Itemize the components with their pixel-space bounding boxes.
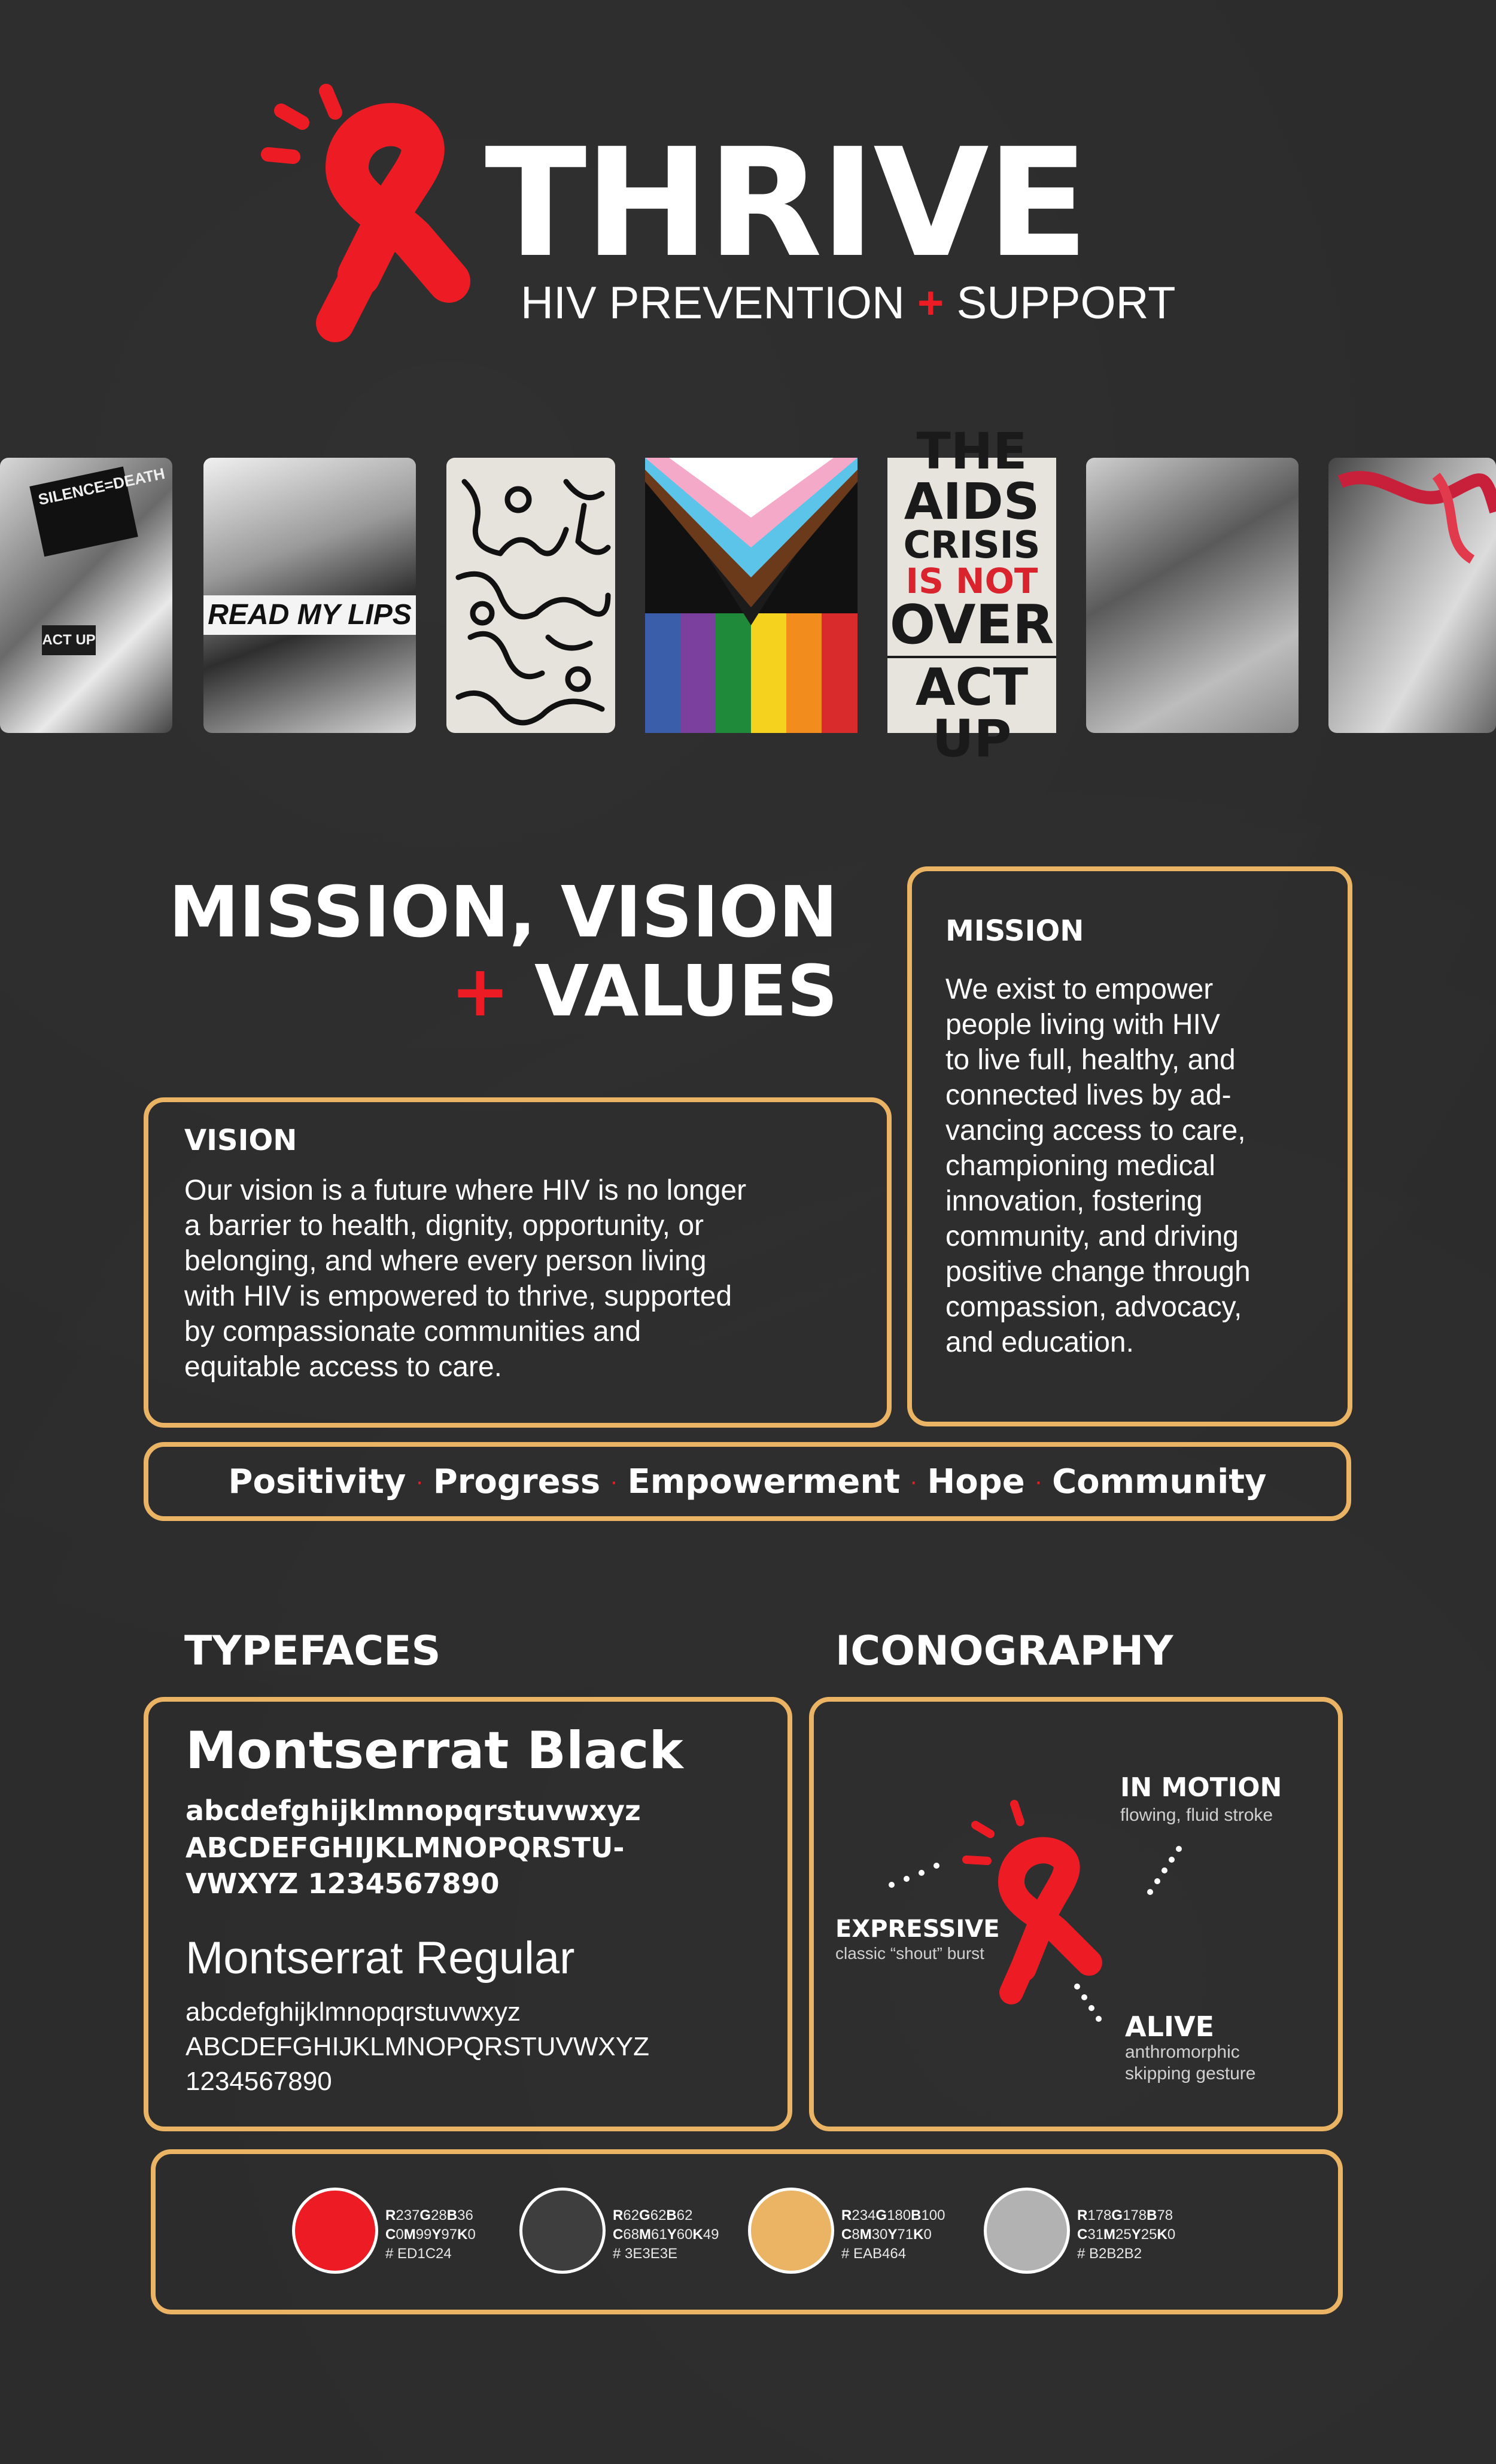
black-uppercase-sample-2: VWXYZ 1234567890: [186, 1867, 500, 1900]
keith-haring-figures-art: [446, 458, 615, 733]
mission-line: We exist to empower: [945, 974, 1214, 1005]
logo-tagline: [521, 276, 1215, 330]
value-item: Positivity: [228, 1462, 406, 1501]
value-separator: ·: [1034, 1468, 1043, 1495]
value-item: Empowerment: [627, 1462, 901, 1501]
red-ribbon-burst-icon: [257, 84, 509, 347]
color-spec: [841, 2206, 945, 2264]
vision-line: equitable access to care.: [184, 1351, 502, 1383]
mission-line: community, and driving: [945, 1221, 1239, 1252]
mission-text: [945, 972, 1251, 1360]
poster-line: AIDS: [904, 472, 1040, 531]
color-spec-line: [841, 2206, 945, 2225]
color-channel-key: M: [403, 2226, 416, 2243]
color-channel-key: C: [613, 2226, 624, 2243]
mission-line: compassion, advocacy,: [945, 1291, 1242, 1323]
value-item: Progress: [433, 1462, 601, 1501]
color-channel-key: G: [1111, 2207, 1123, 2223]
color-channel-key: K: [913, 2226, 924, 2243]
typefaces-title: TYPEFACES: [184, 1628, 441, 1675]
mission-line: connected lives by ad-: [945, 1079, 1232, 1111]
mission-line: innovation, fostering: [945, 1185, 1203, 1217]
color-channel-key: K: [457, 2226, 468, 2243]
regular-digits-sample: 1234567890: [186, 2067, 332, 2096]
color-channel-key: R: [841, 2207, 852, 2223]
color-channel-key: M: [1103, 2226, 1116, 2243]
regular-uppercase-sample: ABCDEFGHIJKLMNOPQRSTUVWXYZ: [186, 2032, 649, 2061]
color-spec-line: [385, 2206, 476, 2225]
in-motion-desc: flowing, fluid stroke: [1120, 1805, 1273, 1825]
value-separator: ·: [610, 1468, 618, 1495]
color-channel-value: 178: [1087, 2207, 1112, 2223]
color-channel-value: 68: [623, 2226, 640, 2243]
color-channel-value: 71: [897, 2226, 914, 2243]
value-item: Hope: [927, 1462, 1025, 1501]
color-spec: [385, 2206, 476, 2264]
in-motion-label: IN MOTION: [1120, 1772, 1282, 1803]
value-separator: ·: [910, 1468, 918, 1495]
read-my-lips-photo: [203, 458, 416, 733]
vision-card: [144, 1097, 892, 1428]
mvv-title-plus: +: [451, 950, 510, 1032]
color-channel-key: C: [841, 2226, 852, 2243]
progress-pride-flag: [645, 458, 858, 733]
color-channel-value: 178: [1123, 2207, 1147, 2223]
color-channel-key: G: [639, 2207, 650, 2223]
mission-heading: MISSION: [945, 914, 1084, 948]
aids-crisis-poster: [887, 422, 1056, 769]
color-channel-value: 61: [651, 2226, 667, 2243]
tagline-text-2: SUPPORT: [956, 278, 1176, 328]
mission-card: [907, 866, 1352, 1426]
color-channel-key: G: [875, 2207, 887, 2223]
color-channel-value: 62: [623, 2207, 640, 2223]
protest-photo: [0, 458, 172, 733]
alive-label: ALIVE: [1125, 2010, 1215, 2043]
color-channel-value: 234: [852, 2207, 876, 2223]
black-uppercase-sample: ABCDEFGHIJKLMNOPQRSTU-: [186, 1832, 625, 1864]
color-swatch: [292, 2188, 378, 2274]
black-lowercase-sample: abcdefghijklmnopqrstuvwxyz: [186, 1794, 641, 1827]
color-channel-key: M: [639, 2226, 652, 2243]
color-channel-key: Y: [667, 2226, 677, 2243]
color-swatch: [748, 2188, 834, 2274]
color-channel-key: R: [385, 2207, 396, 2223]
color-channel-key: K: [1157, 2226, 1167, 2243]
color-channel-value: 97: [441, 2226, 458, 2243]
color-channel-key: B: [1147, 2207, 1157, 2223]
mission-line: vancing access to care,: [945, 1115, 1246, 1146]
color-hex: # EAB464: [841, 2246, 907, 2262]
color-channel-value: 237: [396, 2207, 420, 2223]
mission-line: and education.: [945, 1327, 1134, 1358]
color-spec: [1077, 2206, 1175, 2264]
color-channel-value: 78: [1157, 2207, 1173, 2223]
tagline-text: HIV PREVENTION: [521, 278, 905, 328]
color-spec-line: [1077, 2225, 1175, 2244]
values-bar: [144, 1442, 1351, 1521]
color-hex: # ED1C24: [385, 2246, 452, 2262]
color-spec-line: [613, 2225, 719, 2244]
value-separator: ·: [415, 1468, 424, 1495]
mission-line: positive change through: [945, 1256, 1251, 1288]
color-channel-value: 28: [431, 2207, 447, 2223]
vision-line: by compassionate communities and: [184, 1316, 641, 1347]
alive-desc-2: skipping gesture: [1125, 2064, 1256, 2083]
poster-line: OVER: [889, 594, 1054, 656]
montserrat-regular-name: Montserrat Regular: [186, 1933, 575, 1984]
color-channel-value: 180: [887, 2207, 911, 2223]
poster-line: THE: [916, 422, 1027, 480]
color-channel-key: C: [385, 2226, 396, 2243]
silence-death-sign: SILENCE=DEATH: [29, 467, 138, 557]
mission-line: championing medical: [945, 1150, 1215, 1182]
color-channel-key: Y: [887, 2226, 898, 2243]
color-channel-value: 62: [650, 2207, 667, 2223]
activist-portrait-photo: [1086, 458, 1299, 733]
color-channel-value: 25: [1115, 2226, 1132, 2243]
mvv-title-line2: VALUES: [534, 950, 838, 1032]
color-swatch: [984, 2188, 1070, 2274]
color-spec: [613, 2206, 719, 2264]
logo-wordmark: THRIVE: [485, 116, 1087, 290]
value-item: Community: [1052, 1462, 1267, 1501]
color-channel-value: 8: [852, 2226, 860, 2243]
color-channel-value: 49: [703, 2226, 719, 2243]
expressive-label: EXPRESSIVE: [835, 1915, 1000, 1943]
mission-line: to live full, healthy, and: [945, 1044, 1236, 1076]
color-channel-key: B: [446, 2207, 458, 2223]
iconography-title: ICONOGRAPHY: [835, 1628, 1173, 1675]
color-channel-value: 0: [396, 2226, 404, 2243]
vision-text: [184, 1173, 746, 1385]
act-up-sign: ACT UP: [42, 625, 96, 655]
poster-line: IS NOT: [905, 561, 1038, 601]
color-spec-line: [841, 2225, 945, 2244]
color-channel-value: 62: [676, 2207, 693, 2223]
alive-desc: anthromorphic: [1125, 2042, 1240, 2062]
color-channel-value: 30: [871, 2226, 888, 2243]
color-channel-value: 100: [921, 2207, 945, 2223]
color-spec-line: [613, 2206, 719, 2225]
mission-line: people living with HIV: [945, 1009, 1220, 1041]
color-hex: # 3E3E3E: [613, 2246, 678, 2262]
color-channel-value: 0: [923, 2226, 932, 2243]
color-channel-key: R: [613, 2207, 624, 2223]
color-swatch: [519, 2188, 606, 2274]
color-channel-key: K: [692, 2226, 703, 2243]
color-channel-key: R: [1077, 2207, 1088, 2223]
vision-line: a barrier to health, dignity, opportunity, or: [184, 1210, 704, 1242]
expressive-desc: classic “shout” burst: [835, 1944, 984, 1963]
color-spec-line: [385, 2225, 476, 2244]
color-channel-key: Y: [1131, 2226, 1141, 2243]
regular-lowercase-sample: abcdefghijklmnopqrstuvwxyz: [186, 1997, 521, 2027]
read-my-lips-caption: READ MY LIPS: [203, 595, 416, 635]
color-channel-value: 36: [457, 2207, 473, 2223]
color-channel-value: 0: [467, 2226, 476, 2243]
color-channel-key: B: [911, 2207, 922, 2223]
holding-hands-photo: [1328, 458, 1496, 733]
color-channel-key: B: [666, 2207, 677, 2223]
color-channel-key: M: [859, 2226, 872, 2243]
color-channel-key: Y: [431, 2226, 442, 2243]
vision-line: belonging, and where every person living: [184, 1245, 707, 1277]
vision-line: with HIV is empowered to thrive, supported: [184, 1280, 732, 1312]
color-channel-value: 0: [1167, 2226, 1176, 2243]
color-channel-value: 60: [676, 2226, 693, 2243]
color-channel-key: G: [419, 2207, 431, 2223]
color-channel-value: 31: [1087, 2226, 1104, 2243]
color-channel-value: 99: [415, 2226, 432, 2243]
poster-line: ACT UP: [887, 656, 1056, 765]
vision-heading: VISION: [184, 1124, 297, 1157]
mvv-title-line1: MISSION, VISION: [168, 871, 838, 953]
color-channel-key: C: [1077, 2226, 1088, 2243]
poster-line: CRISIS: [903, 523, 1041, 567]
color-hex: # B2B2B2: [1077, 2246, 1142, 2262]
vision-line: Our vision is a future where HIV is no longer: [184, 1175, 747, 1206]
mvv-title: [144, 872, 838, 1030]
color-spec-line: [1077, 2206, 1175, 2225]
montserrat-black-name: Montserrat Black: [186, 1721, 683, 1781]
color-channel-value: 25: [1141, 2226, 1157, 2243]
tagline-plus: +: [917, 278, 944, 328]
